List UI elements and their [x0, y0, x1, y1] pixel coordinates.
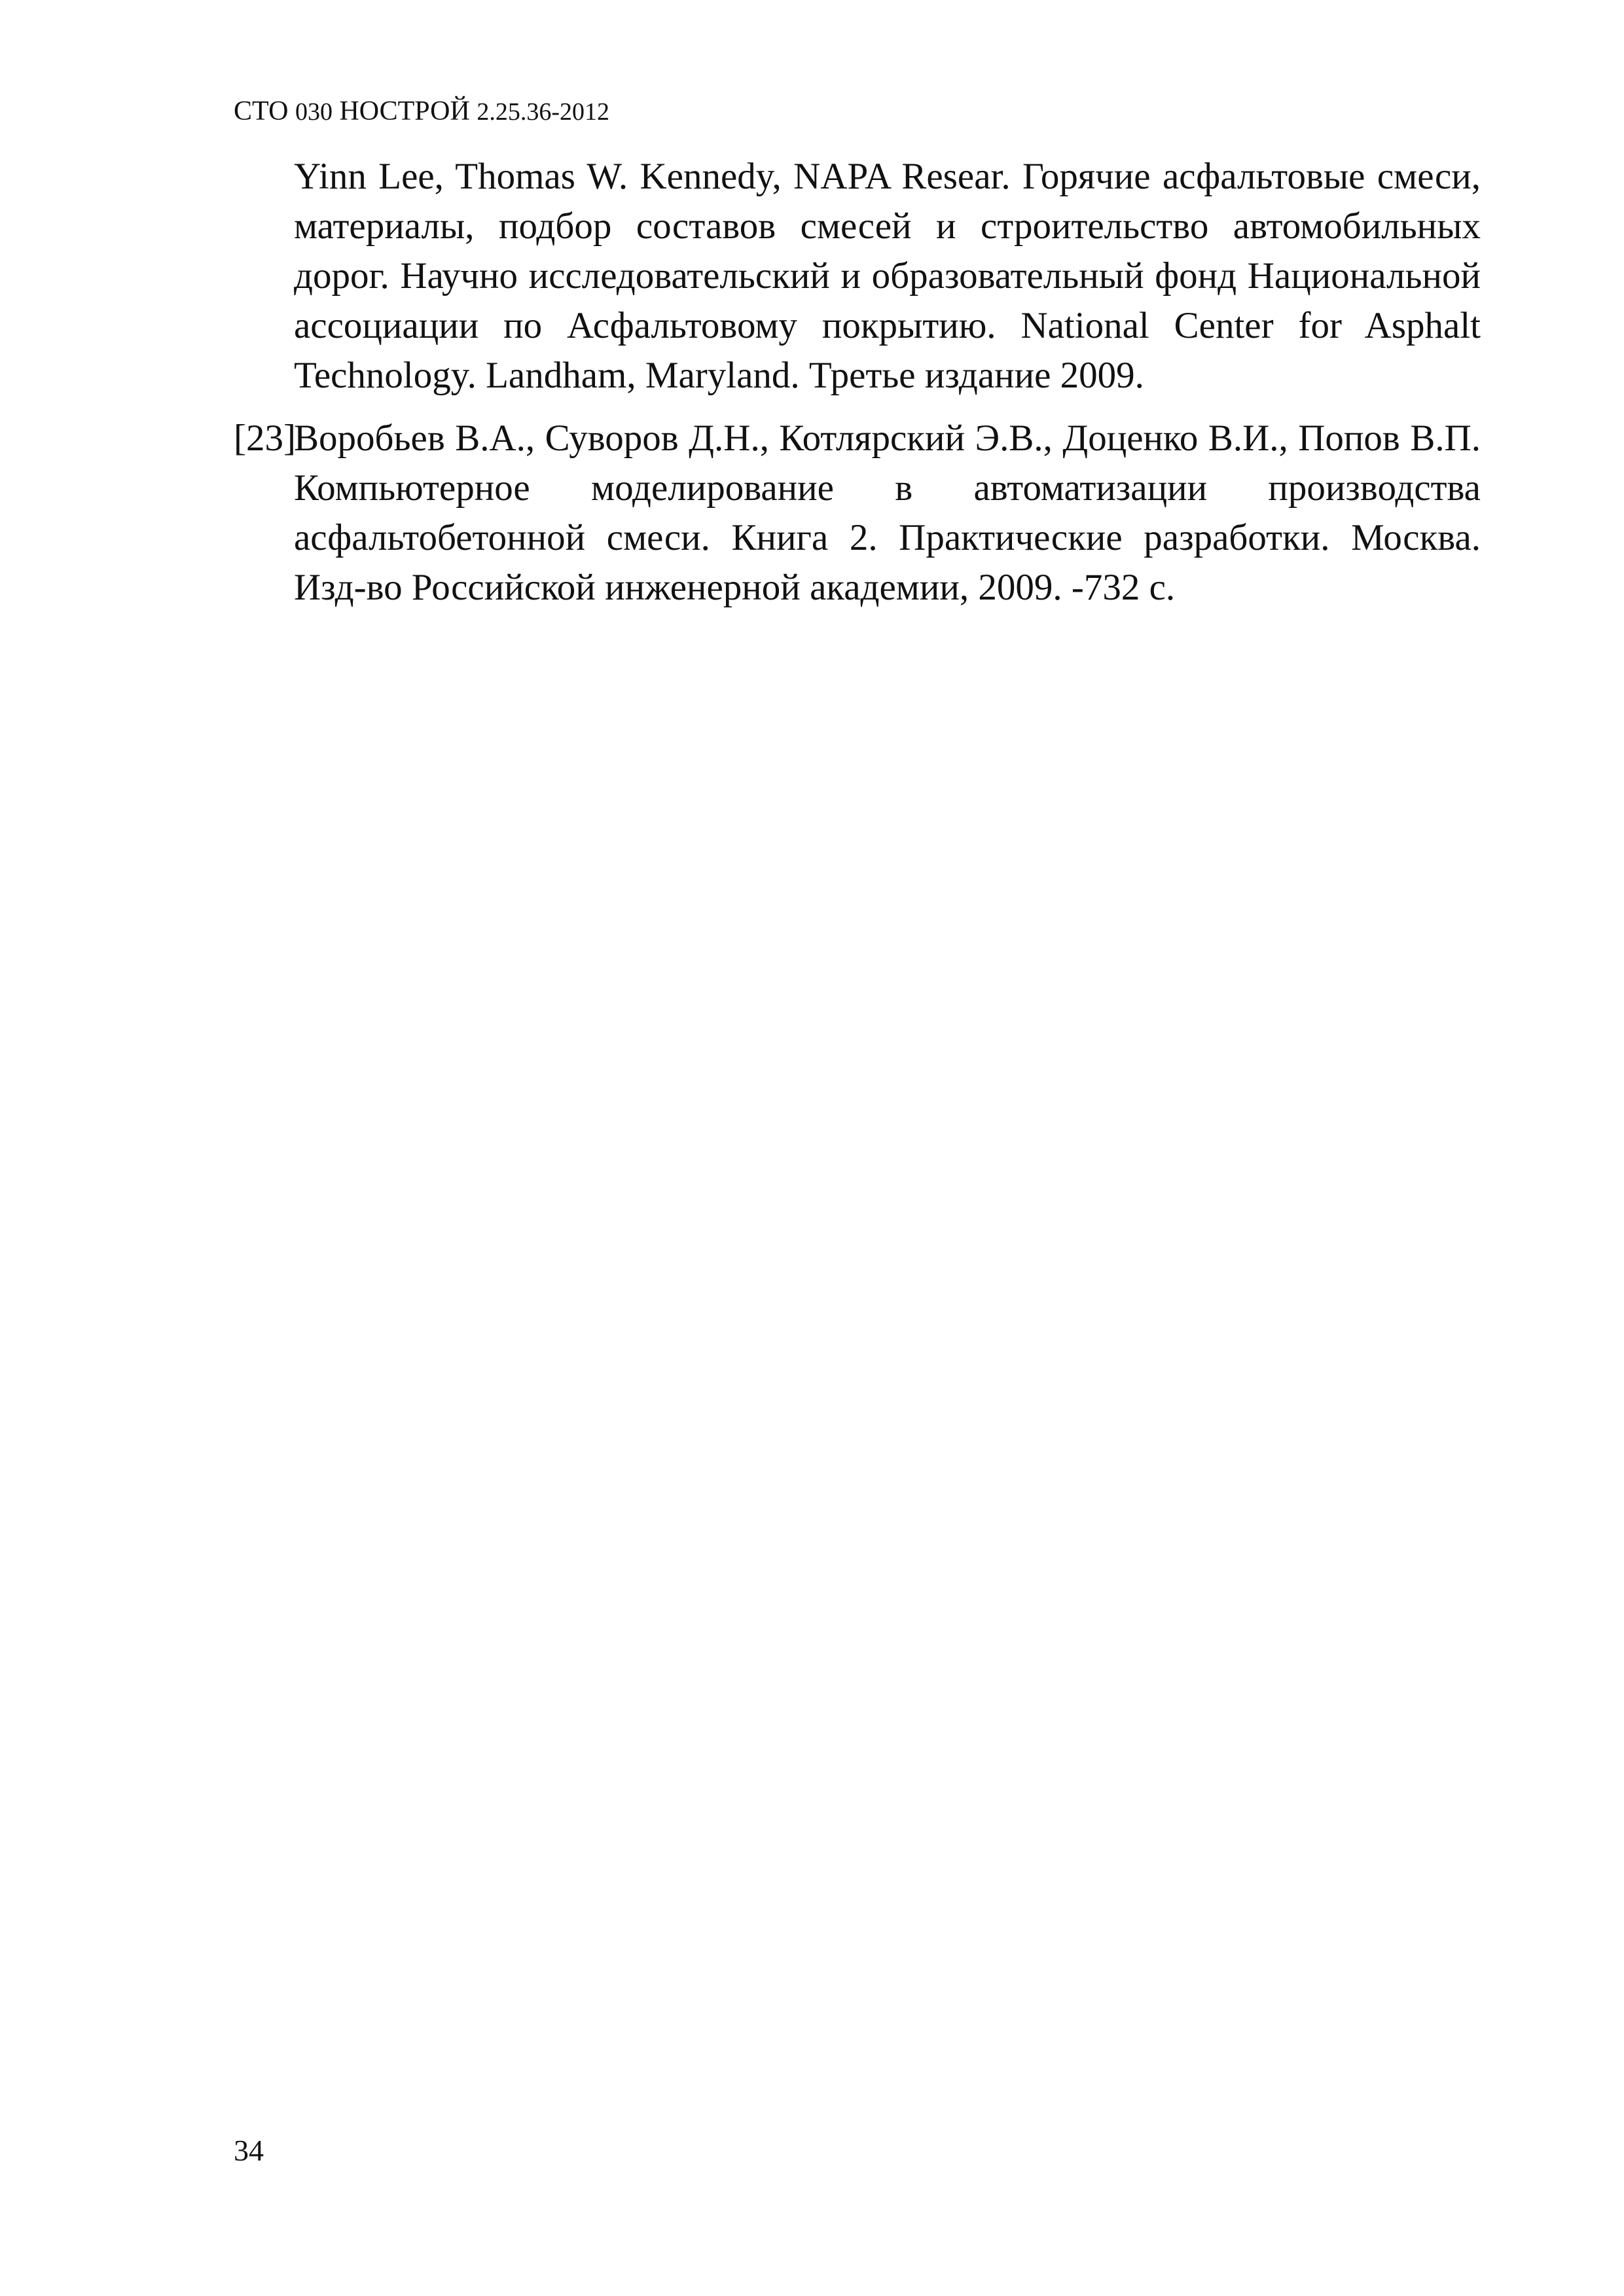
reference-number: [23] — [234, 418, 296, 459]
header-sto: СТО — [234, 96, 289, 126]
running-header — [234, 93, 609, 130]
reference-list — [234, 152, 1481, 613]
reference-item — [234, 152, 1481, 401]
header-code: 030 — [295, 98, 333, 126]
reference-text: Yinn Lee, Thomas W. Kennedy, NAPA Resear. Горячие асфальтовые смеси, материалы, подбор составов смесей и строительство автомобильных дорог. Научно исследовательский и образовательный фонд Национальной ассоциации по Асфальтовому покрытию. National Center for Asphalt Technology. Landham, Maryland. Третье издание 2009. — [294, 156, 1481, 396]
header-nostroy: НОСТРОЙ — [339, 96, 470, 126]
page-number: 34 — [234, 2134, 264, 2167]
header-standard-number: 2.25.36-2012 — [477, 98, 609, 126]
reference-text: Воробьев В.А., Суворов Д.Н., Котлярский Э.В., Доценко В.И., Попов В.П. Компьютерное моделирование в автоматизации производства асфальтобетонной смеси. Книга 2. Практические разработки. Москва. Изд-во Российской инженерной академии, 2009. -732 с. — [294, 418, 1481, 608]
reference-item — [234, 414, 1481, 613]
